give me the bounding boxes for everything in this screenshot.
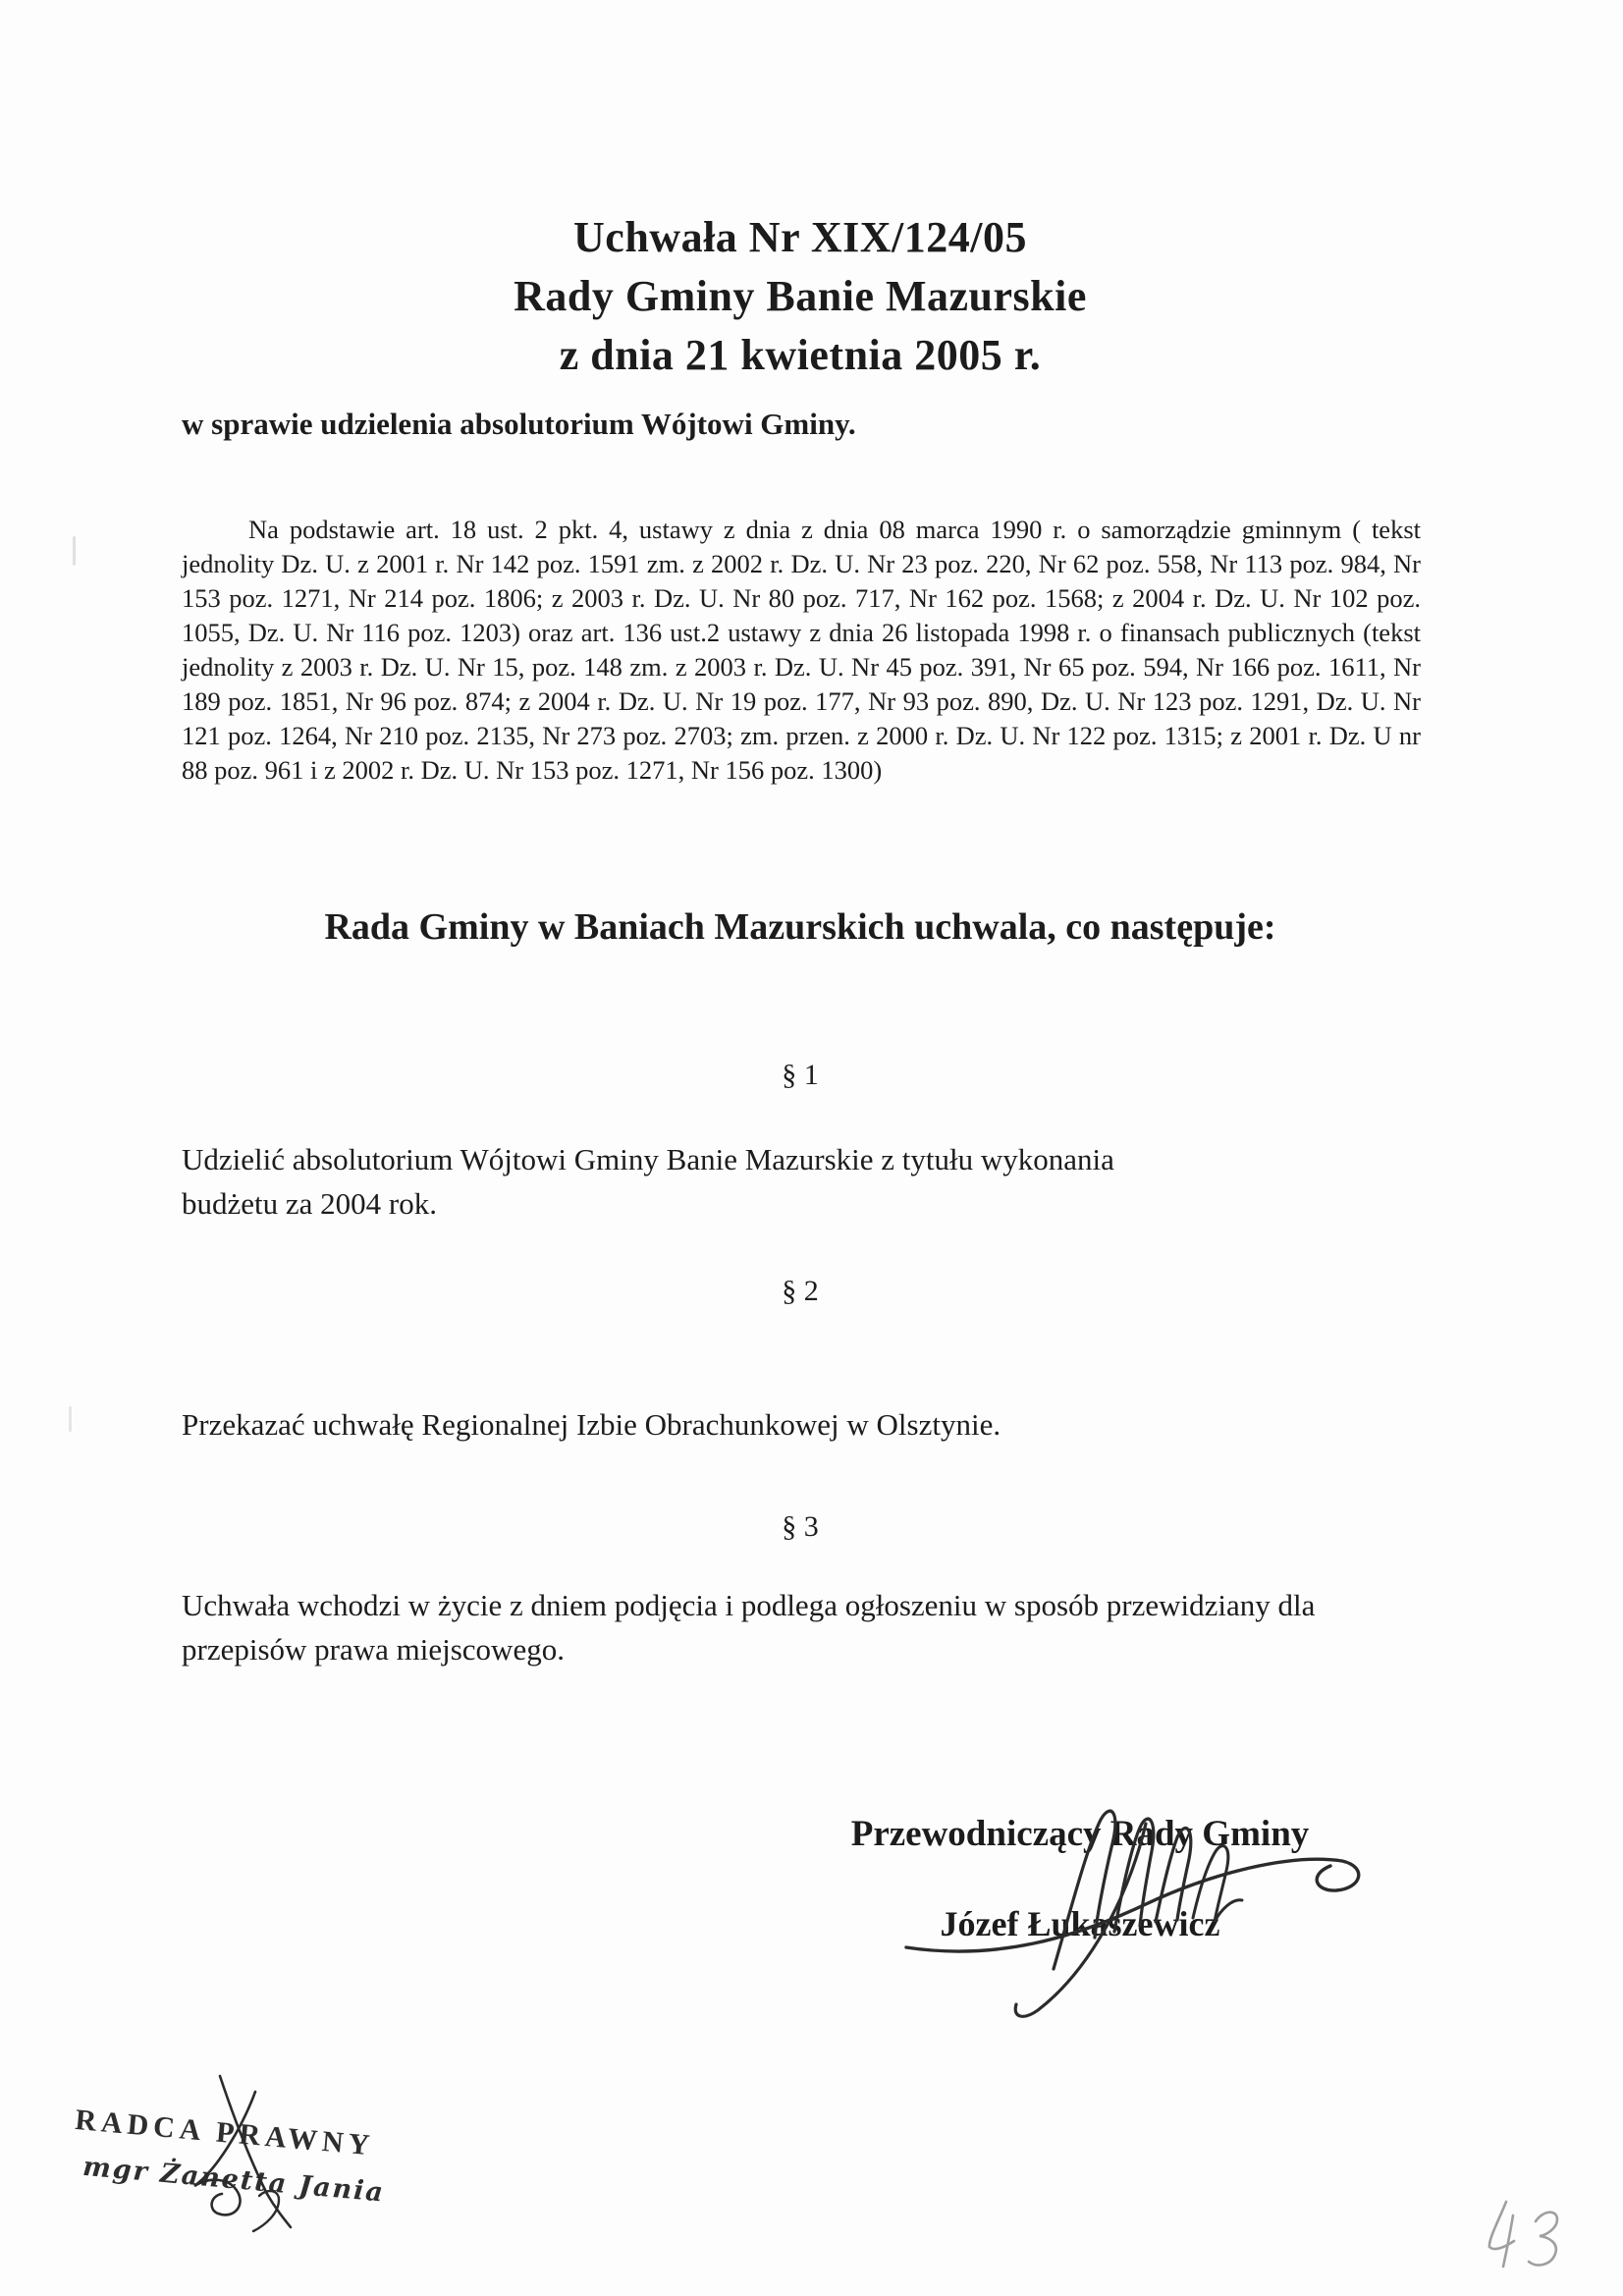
section-3-text: Uchwała wchodzi w życie z dniem podjęcia i podlega ogłoszeniu w sposób przewidziany dla przepisów prawa miejscowego. — [182, 1588, 1316, 1667]
scan-artifact-mark — [69, 1406, 72, 1432]
handwritten-page-number — [1473, 2192, 1591, 2295]
subject-line: w sprawie udzielenia absolutorium Wójtowi Gminy. — [182, 407, 856, 441]
scan-artifact-mark — [73, 536, 76, 566]
resolution-heading: Rada Gminy w Baniach Mazurskich uchwala, co następuje: — [324, 906, 1276, 948]
section-1-text: Udzielić absolutorium Wójtowi Gminy Banie Mazurskie z tytułu wykonania budżetu za 2004 rok. — [182, 1142, 1114, 1221]
stamp-name: mgr Żanetta Jania — [81, 2151, 387, 2209]
title-line-council-name: Rady Gminy Banie Mazurskie — [514, 272, 1087, 320]
section-2-marker: § 2 — [782, 1275, 819, 1307]
title-line-resolution-number: Uchwała Nr XIX/124/05 — [573, 213, 1027, 261]
signature-role: Przewodniczący Rady Gminy — [850, 1814, 1310, 1854]
chairman-signature-scrawl — [889, 1782, 1399, 2033]
stamp-title: RADCA PRAWNY — [74, 2104, 376, 2162]
section-2-text: Przekazać uchwałę Regionalnej Izbie Obrachunkowej w Olsztynie. — [182, 1407, 1001, 1442]
counsel-signature-scrawl — [159, 2070, 306, 2262]
document-title — [182, 208, 1419, 385]
signature-name: Józef Łukaszewicz — [940, 1904, 1220, 1943]
legal-basis-paragraph: Na podstawie art. 18 ust. 2 pkt. 4, ustawy z dnia z dnia 08 marca 1990 r. o samorządzie gminnym ( tekst jednolity Dz. U. z 2001 r. Nr 142 poz. 1591 zm. z 2002 r. Dz. U. Nr 23 poz. 220, Nr 62 poz. 558, Nr 113 poz. 984, Nr 153 poz. 1271, Nr 214 poz. 1806; z 2003 r. Dz. U. Nr 80 poz. 717, Nr 162 poz. 1568; z 2004 r. Dz. U. Nr 102 poz. 1055, Dz. U. Nr 116 poz. 1203) oraz art. 136 ust.2 ustawy z dnia 26 listopada 1998 r. o finansach publicznych (tekst jednolity z 2003 r. Dz. U. Nr 15, poz. 148 zm. z 2003 r. Dz. U. Nr 45 poz. 391, Nr 65 poz. 594, Nr 166 poz. 1611, Nr 189 poz. 1851, Nr 96 poz. 874; z 2004 r. Dz. U. Nr 19 poz. 177, Nr 93 poz. 890, Dz. U. Nr 123 poz. 1291, Dz. U. Nr 121 poz. 1264, Nr 210 poz. 2135, Nr 273 poz. 2703; zm. przen. z 2000 r. Dz. U. Nr 122 poz. 1315; z 2001 r. Dz. U nr 88 poz. 961 i z 2002 r. Dz. U. Nr 153 poz. 1271, Nr 156 poz. 1300) — [182, 515, 1421, 785]
title-line-date: z dnia 21 kwietnia 2005 r. — [559, 331, 1042, 379]
section-1-marker: § 1 — [782, 1059, 819, 1091]
section-3-marker: § 3 — [782, 1510, 819, 1543]
